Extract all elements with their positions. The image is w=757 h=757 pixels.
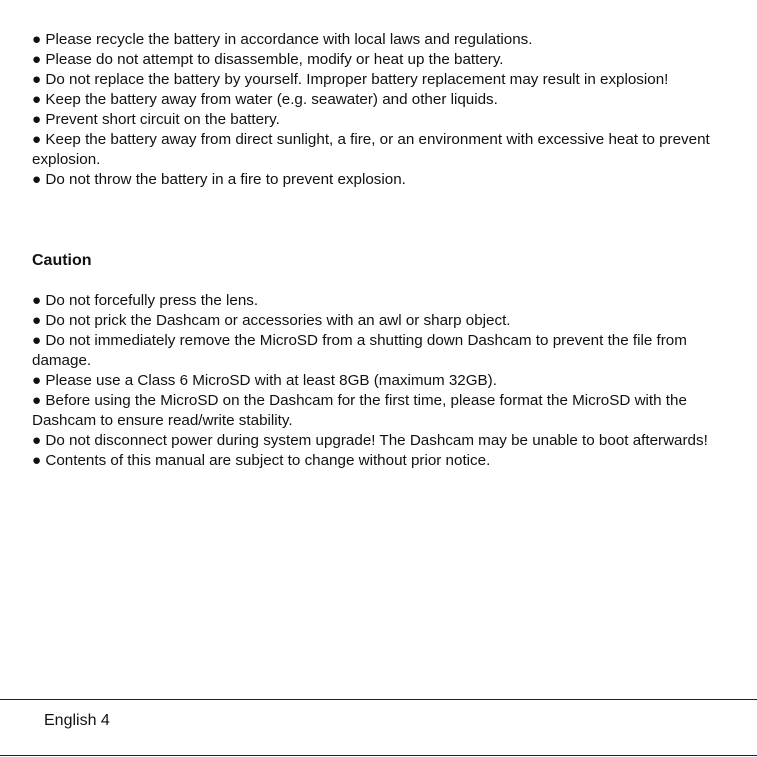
page-footer-label: English 4 [44,712,110,729]
footer-top-divider [0,699,757,700]
footer-bottom-divider [0,755,757,756]
battery-safety-list [32,30,732,190]
list-item: ● Prevent short circuit on the battery. [32,111,280,128]
list-item: ● Please recycle the battery in accordance with local laws and regulations. [32,31,533,48]
caution-list [32,291,732,471]
list-item: ● Before using the MicroSD on the Dashcam for the first time, please format the MicroSD with the Dashcam to ensure read/write stability. [32,392,687,429]
list-item: ● Contents of this manual are subject to change without prior notice. [32,452,491,469]
list-item: ● Do not forcefully press the lens. [32,292,259,309]
list-item: ● Please use a Class 6 MicroSD with at least 8GB (maximum 32GB). [32,372,497,389]
list-item: ● Keep the battery away from direct sunlight, a fire, or an environment with excessive heat to prevent explosion. [32,131,710,168]
list-item: ● Do not prick the Dashcam or accessories with an awl or sharp object. [32,312,511,329]
list-item: ● Do not disconnect power during system upgrade! The Dashcam may be unable to boot afterwards! [32,432,708,449]
caution-heading: Caution [32,252,92,269]
list-item: ● Keep the battery away from water (e.g. seawater) and other liquids. [32,91,498,108]
list-item: ● Please do not attempt to disassemble, modify or heat up the battery. [32,51,504,68]
list-item: ● Do not throw the battery in a fire to prevent explosion. [32,171,406,188]
list-item: ● Do not immediately remove the MicroSD from a shutting down Dashcam to prevent the file from damage. [32,332,687,369]
list-item: ● Do not replace the battery by yourself. Improper battery replacement may result in explosion! [32,71,669,88]
